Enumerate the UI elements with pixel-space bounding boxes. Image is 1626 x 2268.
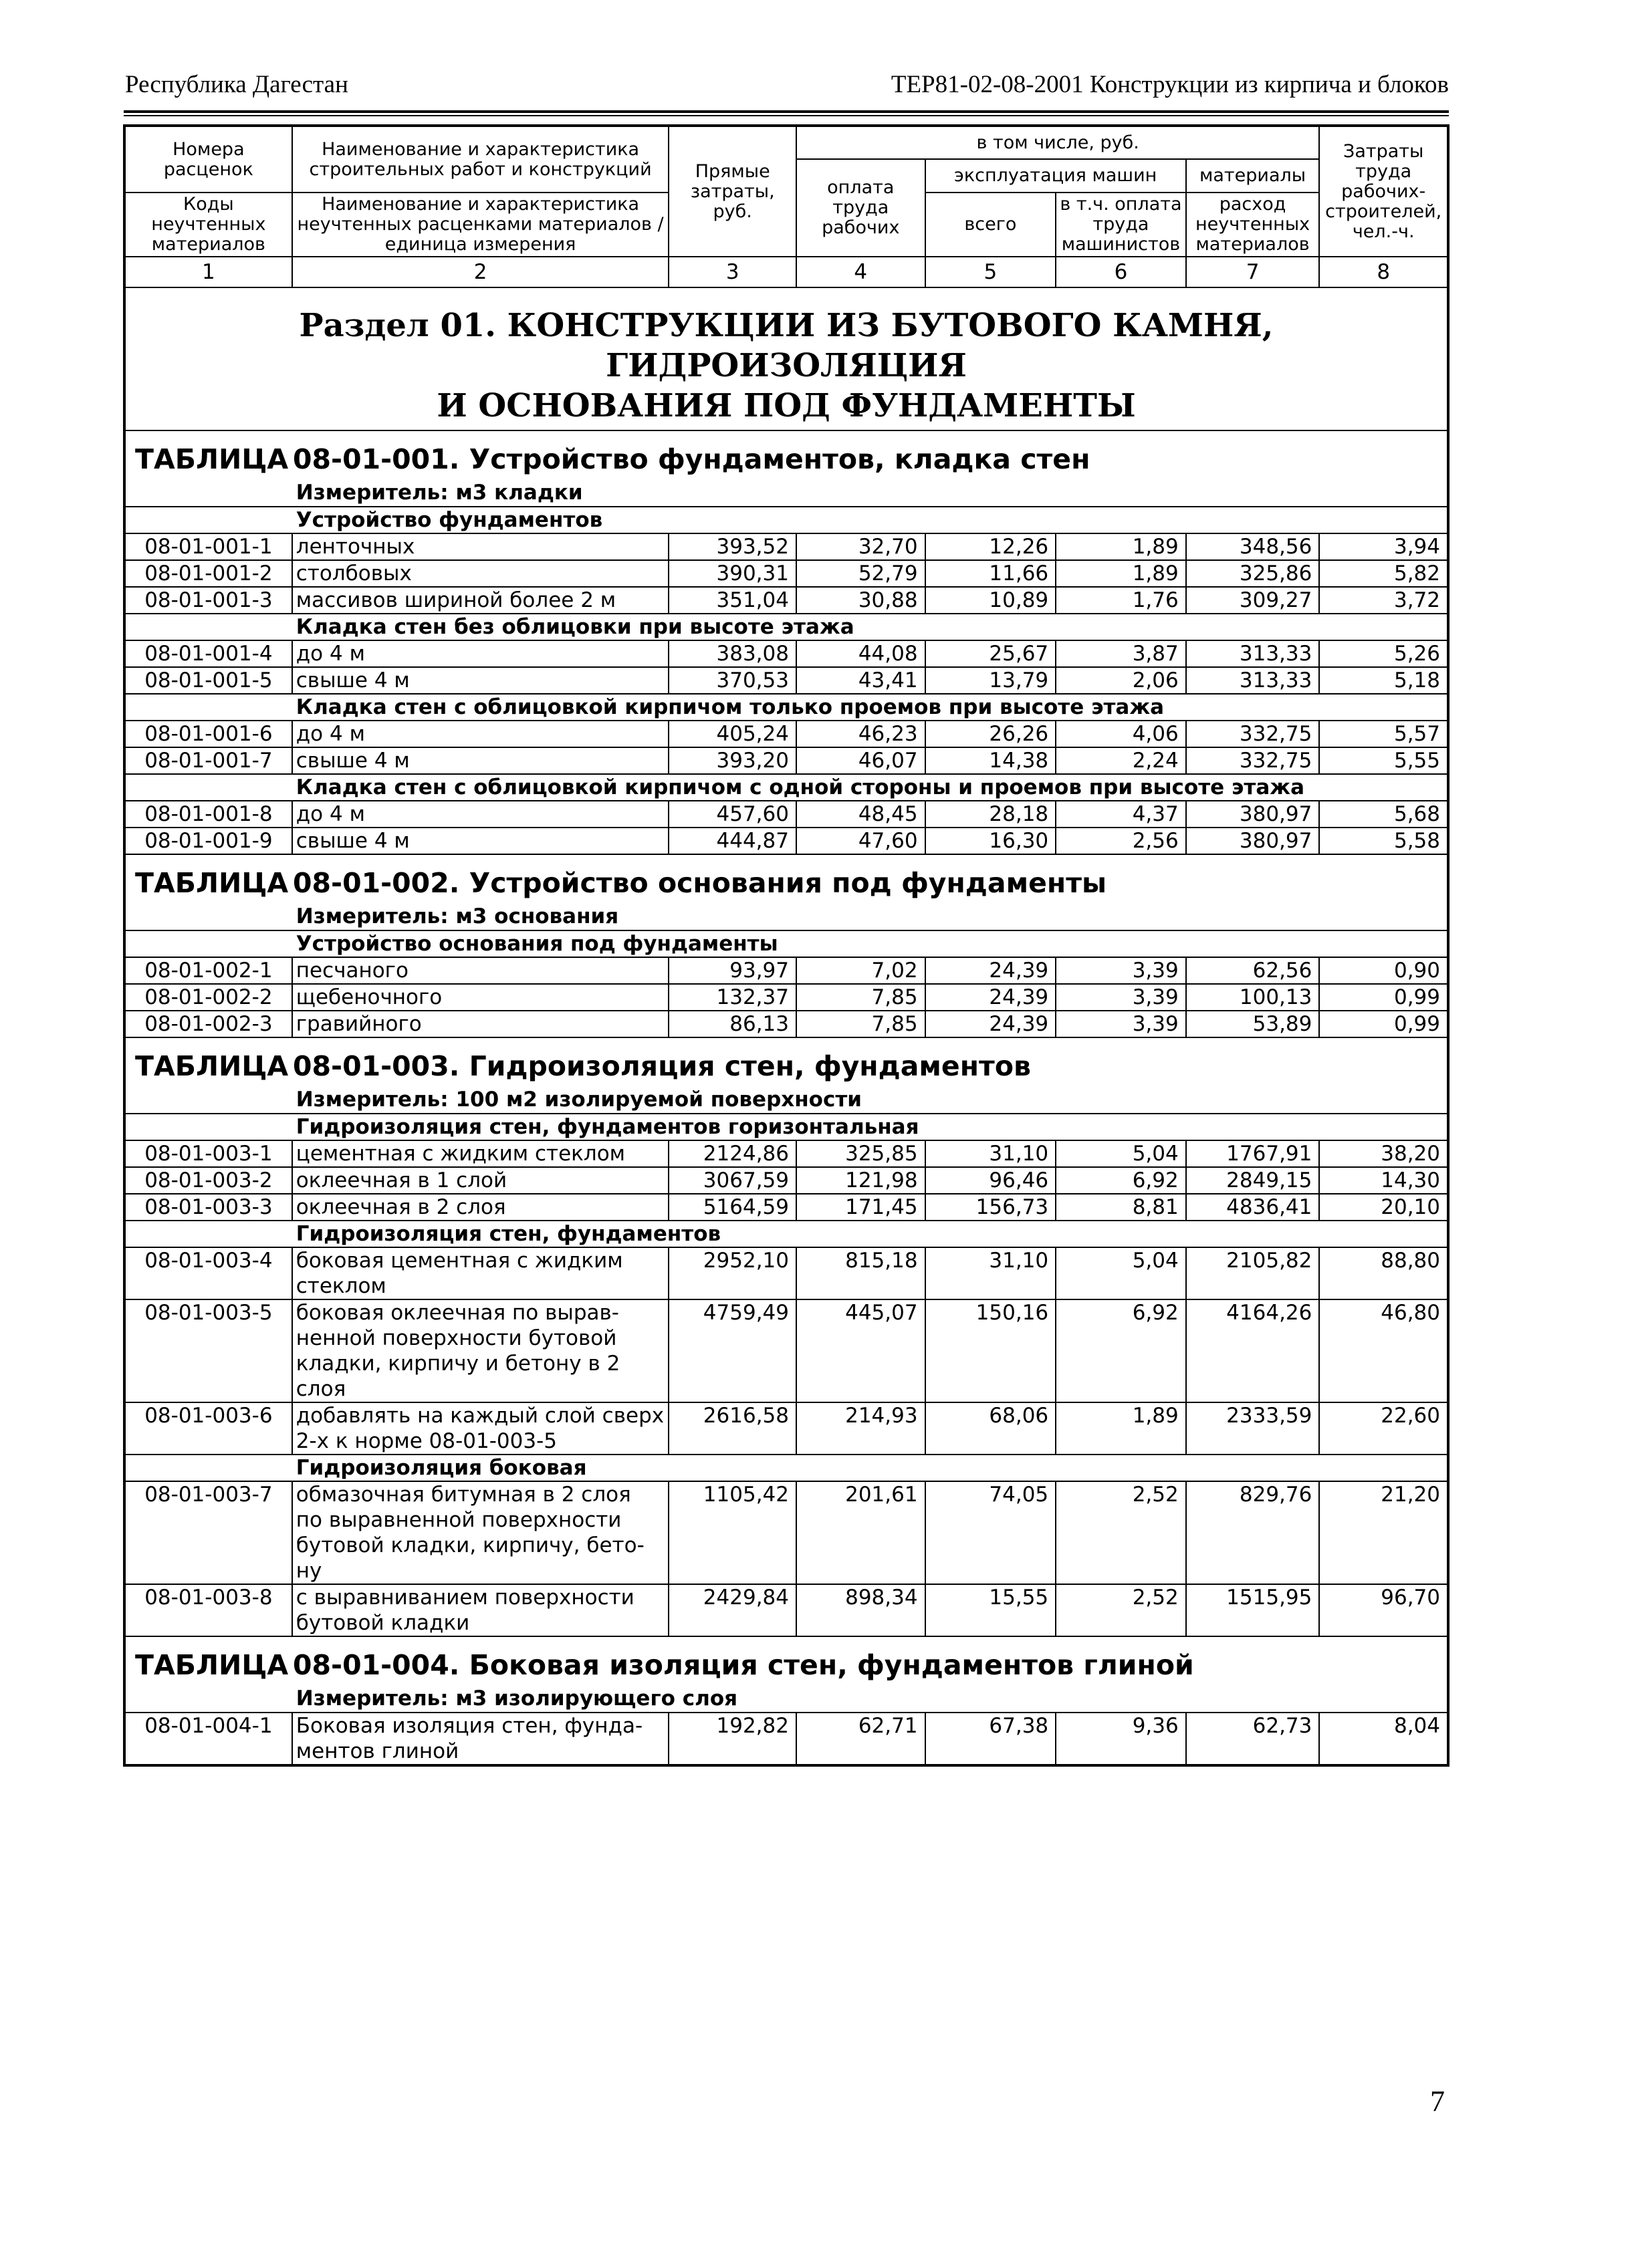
rate-code: 08-01-003-2 bbox=[124, 1167, 292, 1194]
labor-costs: 20,10 bbox=[1319, 1194, 1448, 1221]
labor-costs: 5,82 bbox=[1319, 560, 1448, 587]
materials-cost: 1515,95 bbox=[1186, 1584, 1320, 1636]
head-machine-operation: эксплуатация машин bbox=[925, 159, 1186, 193]
region-header: Республика Дагестан bbox=[125, 71, 348, 98]
table-title-text: 08-01-004. Боковая изоляция стен, фундаментов глиной bbox=[293, 1649, 1194, 1681]
direct-costs: 2952,10 bbox=[669, 1247, 796, 1299]
machine-total: 67,38 bbox=[925, 1713, 1056, 1765]
labor-costs: 46,80 bbox=[1319, 1299, 1448, 1402]
machinist-pay: 5,04 bbox=[1056, 1247, 1186, 1299]
head-materials: материалы bbox=[1186, 159, 1320, 193]
machine-total: 96,46 bbox=[925, 1167, 1056, 1194]
worker-pay: 7,02 bbox=[796, 957, 925, 984]
column-number: 7 bbox=[1186, 257, 1320, 287]
table-row bbox=[124, 721, 1448, 747]
work-name: свыше 4 м bbox=[292, 747, 669, 774]
machinist-pay: 1,89 bbox=[1056, 1402, 1186, 1455]
worker-pay: 7,85 bbox=[796, 1011, 925, 1037]
direct-costs: 86,13 bbox=[669, 1011, 796, 1037]
group-row bbox=[124, 774, 1448, 801]
measure-unit: Измеритель: 100 м2 изолируемой поверхности bbox=[292, 1086, 1448, 1114]
machine-total: 16,30 bbox=[925, 828, 1056, 854]
table-title-row bbox=[124, 854, 1448, 903]
table-title-label: ТАБЛИЦА bbox=[135, 1050, 289, 1082]
labor-costs: 5,58 bbox=[1319, 828, 1448, 854]
materials-cost: 4164,26 bbox=[1186, 1299, 1320, 1402]
column-number: 2 bbox=[292, 257, 669, 287]
machinist-pay: 3,39 bbox=[1056, 1011, 1186, 1037]
group-heading: Гидроизоляция боковая bbox=[292, 1455, 1448, 1481]
machine-total: 14,38 bbox=[925, 747, 1056, 774]
materials-cost: 380,97 bbox=[1186, 801, 1320, 828]
group-spacer bbox=[124, 614, 292, 640]
work-name: оклеечная в 2 слоя bbox=[292, 1194, 669, 1221]
column-number: 6 bbox=[1056, 257, 1186, 287]
labor-costs: 88,80 bbox=[1319, 1247, 1448, 1299]
group-heading: Кладка стен с облицовкой кирпичом с одной стороны и проемов при высоте этажа bbox=[292, 774, 1448, 801]
head-work-name: Наименование и характеристика строительных работ и конструкций bbox=[292, 126, 669, 193]
measure-unit: Измеритель: м3 основания bbox=[292, 903, 1448, 930]
rate-code: 08-01-001-4 bbox=[124, 640, 292, 667]
group-row bbox=[124, 614, 1448, 640]
materials-cost: 62,56 bbox=[1186, 957, 1320, 984]
direct-costs: 457,60 bbox=[669, 801, 796, 828]
table-row bbox=[124, 587, 1448, 614]
work-name: оклеечная в 1 слой bbox=[292, 1167, 669, 1194]
rate-code: 08-01-003-4 bbox=[124, 1247, 292, 1299]
work-name: ленточных bbox=[292, 533, 669, 560]
head-material-usage: расход неучтенных материалов bbox=[1186, 193, 1320, 257]
measure-row bbox=[124, 1685, 1448, 1713]
machinist-pay: 9,36 bbox=[1056, 1713, 1186, 1765]
column-numbers-row bbox=[124, 257, 1448, 287]
direct-costs: 2616,58 bbox=[669, 1402, 796, 1455]
table-row bbox=[124, 1299, 1448, 1402]
machinist-pay: 4,06 bbox=[1056, 721, 1186, 747]
column-number: 1 bbox=[124, 257, 292, 287]
materials-cost: 332,75 bbox=[1186, 721, 1320, 747]
worker-pay: 46,23 bbox=[796, 721, 925, 747]
machine-total: 11,66 bbox=[925, 560, 1056, 587]
materials-cost: 309,27 bbox=[1186, 587, 1320, 614]
machinist-pay: 6,92 bbox=[1056, 1299, 1186, 1402]
materials-cost: 325,86 bbox=[1186, 560, 1320, 587]
worker-pay: 325,85 bbox=[796, 1140, 925, 1167]
machine-total: 24,39 bbox=[925, 957, 1056, 984]
header-rule-thin bbox=[124, 115, 1449, 116]
measure-unit: Измеритель: м3 изолирующего слоя bbox=[292, 1685, 1448, 1713]
worker-pay: 62,71 bbox=[796, 1713, 925, 1765]
table-title-row bbox=[124, 1636, 1448, 1685]
materials-cost: 2849,15 bbox=[1186, 1167, 1320, 1194]
document-header: ТЕР81-02-08-2001 Конструкции из кирпича и блоков bbox=[891, 71, 1449, 98]
worker-pay: 445,07 bbox=[796, 1299, 925, 1402]
machine-total: 68,06 bbox=[925, 1402, 1056, 1455]
materials-cost: 332,75 bbox=[1186, 747, 1320, 774]
direct-costs: 1105,42 bbox=[669, 1481, 796, 1584]
direct-costs: 132,37 bbox=[669, 984, 796, 1011]
measure-unit: Измеритель: м3 кладки bbox=[292, 479, 1448, 507]
materials-cost: 53,89 bbox=[1186, 1011, 1320, 1037]
machine-total: 156,73 bbox=[925, 1194, 1056, 1221]
direct-costs: 393,52 bbox=[669, 533, 796, 560]
labor-costs: 0,99 bbox=[1319, 984, 1448, 1011]
table-head bbox=[124, 126, 1448, 287]
table-row bbox=[124, 1194, 1448, 1221]
work-name: с выравниванием поверхности бутовой кладки bbox=[292, 1584, 669, 1636]
table-title bbox=[124, 1636, 1448, 1685]
group-spacer bbox=[124, 930, 292, 957]
group-row bbox=[124, 694, 1448, 721]
table-row bbox=[124, 1402, 1448, 1455]
worker-pay: 171,45 bbox=[796, 1194, 925, 1221]
worker-pay: 47,60 bbox=[796, 828, 925, 854]
machine-total: 12,26 bbox=[925, 533, 1056, 560]
labor-costs: 96,70 bbox=[1319, 1584, 1448, 1636]
work-name: добавлять на каждый слой сверх 2-х к норме 08-01-003-5 bbox=[292, 1402, 669, 1455]
work-name: боковая цементная с жидким стеклом bbox=[292, 1247, 669, 1299]
measure-spacer bbox=[124, 1685, 292, 1713]
table-row bbox=[124, 747, 1448, 774]
measure-spacer bbox=[124, 1086, 292, 1114]
table-title-text: 08-01-003. Гидроизоляция стен, фундаментов bbox=[293, 1050, 1031, 1082]
direct-costs: 393,20 bbox=[669, 747, 796, 774]
machinist-pay: 4,37 bbox=[1056, 801, 1186, 828]
rate-code: 08-01-001-5 bbox=[124, 667, 292, 694]
rate-code: 08-01-001-7 bbox=[124, 747, 292, 774]
head-machinist-pay: в т.ч. оплата труда машинистов bbox=[1056, 193, 1186, 257]
work-name: свыше 4 м bbox=[292, 828, 669, 854]
machinist-pay: 6,92 bbox=[1056, 1167, 1186, 1194]
labor-costs: 3,94 bbox=[1319, 533, 1448, 560]
head-direct-costs: Прямые затраты, руб. bbox=[669, 126, 796, 257]
table-row bbox=[124, 957, 1448, 984]
group-heading: Гидроизоляция стен, фундаментов горизонтальная bbox=[292, 1114, 1448, 1140]
table-row bbox=[124, 984, 1448, 1011]
head-including: в том числе, руб. bbox=[796, 126, 1319, 159]
direct-costs: 390,31 bbox=[669, 560, 796, 587]
table-row bbox=[124, 533, 1448, 560]
head-labor-costs: Затраты труда рабочих-строителей, чел.-ч. bbox=[1319, 126, 1448, 257]
table-title bbox=[124, 854, 1448, 903]
work-name: щебеночного bbox=[292, 984, 669, 1011]
table-row bbox=[124, 667, 1448, 694]
head-machine-total: всего bbox=[925, 193, 1056, 257]
group-spacer bbox=[124, 774, 292, 801]
machine-total: 31,10 bbox=[925, 1140, 1056, 1167]
machine-total: 150,16 bbox=[925, 1299, 1056, 1402]
work-name: до 4 м bbox=[292, 801, 669, 828]
machinist-pay: 3,39 bbox=[1056, 957, 1186, 984]
labor-costs: 5,57 bbox=[1319, 721, 1448, 747]
measure-spacer bbox=[124, 479, 292, 507]
machine-total: 31,10 bbox=[925, 1247, 1056, 1299]
section-title: Раздел 01. КОНСТРУКЦИИ ИЗ БУТОВОГО КАМНЯ, ГИДРОИЗОЛЯЦИЯ И ОСНОВАНИЯ ПОД ФУНДАМЕНТЫ bbox=[124, 287, 1448, 430]
group-heading: Устройство фундаментов bbox=[292, 507, 1448, 533]
direct-costs: 383,08 bbox=[669, 640, 796, 667]
table-title-row bbox=[124, 1037, 1448, 1086]
machinist-pay: 1,89 bbox=[1056, 533, 1186, 560]
labor-costs: 0,99 bbox=[1319, 1011, 1448, 1037]
labor-costs: 21,20 bbox=[1319, 1481, 1448, 1584]
group-row bbox=[124, 1114, 1448, 1140]
labor-costs: 3,72 bbox=[1319, 587, 1448, 614]
head-material-codes: Коды неучтенных материалов bbox=[124, 193, 292, 257]
table-title-text: 08-01-002. Устройство основания под фундаменты bbox=[293, 867, 1107, 899]
header-rule bbox=[124, 110, 1449, 113]
worker-pay: 52,79 bbox=[796, 560, 925, 587]
machine-total: 24,39 bbox=[925, 1011, 1056, 1037]
materials-cost: 1767,91 bbox=[1186, 1140, 1320, 1167]
work-name: до 4 м bbox=[292, 640, 669, 667]
machinist-pay: 8,81 bbox=[1056, 1194, 1186, 1221]
work-name: боковая оклеечная по вырав- ненной поверхности бутовой кладки, кирпичу и бетону в 2 слоя bbox=[292, 1299, 669, 1402]
table-title-label: ТАБЛИЦА bbox=[135, 867, 289, 899]
table-title bbox=[124, 430, 1448, 479]
direct-costs: 5164,59 bbox=[669, 1194, 796, 1221]
direct-costs: 3067,59 bbox=[669, 1167, 796, 1194]
rate-code: 08-01-003-6 bbox=[124, 1402, 292, 1455]
rate-code: 08-01-001-9 bbox=[124, 828, 292, 854]
rate-code: 08-01-002-1 bbox=[124, 957, 292, 984]
materials-cost: 348,56 bbox=[1186, 533, 1320, 560]
group-row bbox=[124, 507, 1448, 533]
rate-code: 08-01-001-8 bbox=[124, 801, 292, 828]
rate-code: 08-01-001-1 bbox=[124, 533, 292, 560]
rate-code: 08-01-003-3 bbox=[124, 1194, 292, 1221]
head-material-name: Наименование и характеристика неучтенных расценками материалов / единица измерения bbox=[292, 193, 669, 257]
machinist-pay: 2,52 bbox=[1056, 1481, 1186, 1584]
labor-costs: 5,18 bbox=[1319, 667, 1448, 694]
table-row bbox=[124, 560, 1448, 587]
work-name: массивов шириной более 2 м bbox=[292, 587, 669, 614]
machinist-pay: 5,04 bbox=[1056, 1140, 1186, 1167]
rate-code: 08-01-004-1 bbox=[124, 1713, 292, 1765]
labor-costs: 0,90 bbox=[1319, 957, 1448, 984]
rate-code: 08-01-001-2 bbox=[124, 560, 292, 587]
rate-code: 08-01-002-3 bbox=[124, 1011, 292, 1037]
direct-costs: 4759,49 bbox=[669, 1299, 796, 1402]
work-name: до 4 м bbox=[292, 721, 669, 747]
rate-code: 08-01-003-1 bbox=[124, 1140, 292, 1167]
table-title-label: ТАБЛИЦА bbox=[135, 1649, 289, 1681]
rate-code: 08-01-002-2 bbox=[124, 984, 292, 1011]
machine-total: 28,18 bbox=[925, 801, 1056, 828]
work-name: столбовых bbox=[292, 560, 669, 587]
machinist-pay: 2,52 bbox=[1056, 1584, 1186, 1636]
machine-total: 26,26 bbox=[925, 721, 1056, 747]
machinist-pay: 1,89 bbox=[1056, 560, 1186, 587]
table-title-text: 08-01-001. Устройство фундаментов, кладка стен bbox=[293, 443, 1090, 475]
machinist-pay: 2,24 bbox=[1056, 747, 1186, 774]
column-number: 8 bbox=[1319, 257, 1448, 287]
table-row bbox=[124, 1481, 1448, 1584]
table-row bbox=[124, 1167, 1448, 1194]
rate-code: 08-01-001-3 bbox=[124, 587, 292, 614]
materials-cost: 62,73 bbox=[1186, 1713, 1320, 1765]
column-number: 3 bbox=[669, 257, 796, 287]
group-spacer bbox=[124, 507, 292, 533]
machinist-pay: 1,76 bbox=[1056, 587, 1186, 614]
work-name: песчаного bbox=[292, 957, 669, 984]
work-name: цементная с жидким стеклом bbox=[292, 1140, 669, 1167]
machinist-pay: 2,06 bbox=[1056, 667, 1186, 694]
work-name: гравийного bbox=[292, 1011, 669, 1037]
labor-costs: 38,20 bbox=[1319, 1140, 1448, 1167]
direct-costs: 405,24 bbox=[669, 721, 796, 747]
table-title-row bbox=[124, 430, 1448, 479]
column-number: 5 bbox=[925, 257, 1056, 287]
direct-costs: 444,87 bbox=[669, 828, 796, 854]
materials-cost: 4836,41 bbox=[1186, 1194, 1320, 1221]
labor-costs: 5,68 bbox=[1319, 801, 1448, 828]
rates-table bbox=[123, 124, 1449, 1767]
group-spacer bbox=[124, 694, 292, 721]
materials-cost: 313,33 bbox=[1186, 667, 1320, 694]
materials-cost: 313,33 bbox=[1186, 640, 1320, 667]
group-spacer bbox=[124, 1455, 292, 1481]
worker-pay: 44,08 bbox=[796, 640, 925, 667]
work-name: обмазочная битумная в 2 слоя по выравненной поверхности бутовой кладки, кирпичу, бето- ну bbox=[292, 1481, 669, 1584]
direct-costs: 2429,84 bbox=[669, 1584, 796, 1636]
group-heading: Кладка стен с облицовкой кирпичом только проемов при высоте этажа bbox=[292, 694, 1448, 721]
machinist-pay: 3,39 bbox=[1056, 984, 1186, 1011]
materials-cost: 829,76 bbox=[1186, 1481, 1320, 1584]
worker-pay: 30,88 bbox=[796, 587, 925, 614]
table-row bbox=[124, 1584, 1448, 1636]
head-worker-pay: оплата труда рабочих bbox=[796, 159, 925, 257]
table-row bbox=[124, 828, 1448, 854]
machine-total: 74,05 bbox=[925, 1481, 1056, 1584]
table-row bbox=[124, 1247, 1448, 1299]
group-row bbox=[124, 1221, 1448, 1247]
worker-pay: 48,45 bbox=[796, 801, 925, 828]
table-row bbox=[124, 1011, 1448, 1037]
head-rate-number: Номера расценок bbox=[124, 126, 292, 193]
measure-row bbox=[124, 479, 1448, 507]
labor-costs: 5,55 bbox=[1319, 747, 1448, 774]
labor-costs: 8,04 bbox=[1319, 1713, 1448, 1765]
worker-pay: 43,41 bbox=[796, 667, 925, 694]
rate-code: 08-01-003-8 bbox=[124, 1584, 292, 1636]
rate-code: 08-01-001-6 bbox=[124, 721, 292, 747]
rate-code: 08-01-003-5 bbox=[124, 1299, 292, 1402]
group-row bbox=[124, 1455, 1448, 1481]
measure-row bbox=[124, 903, 1448, 930]
direct-costs: 370,53 bbox=[669, 667, 796, 694]
work-name: свыше 4 м bbox=[292, 667, 669, 694]
worker-pay: 32,70 bbox=[796, 533, 925, 560]
group-heading: Устройство основания под фундаменты bbox=[292, 930, 1448, 957]
labor-costs: 14,30 bbox=[1319, 1167, 1448, 1194]
machine-total: 25,67 bbox=[925, 640, 1056, 667]
materials-cost: 100,13 bbox=[1186, 984, 1320, 1011]
machine-total: 15,55 bbox=[925, 1584, 1056, 1636]
worker-pay: 7,85 bbox=[796, 984, 925, 1011]
machine-total: 13,79 bbox=[925, 667, 1056, 694]
group-heading: Гидроизоляция стен, фундаментов bbox=[292, 1221, 1448, 1247]
direct-costs: 192,82 bbox=[669, 1713, 796, 1765]
materials-cost: 2333,59 bbox=[1186, 1402, 1320, 1455]
column-number: 4 bbox=[796, 257, 925, 287]
group-spacer bbox=[124, 1221, 292, 1247]
table-row bbox=[124, 640, 1448, 667]
measure-row bbox=[124, 1086, 1448, 1114]
direct-costs: 2124,86 bbox=[669, 1140, 796, 1167]
table-row bbox=[124, 1140, 1448, 1167]
materials-cost: 380,97 bbox=[1186, 828, 1320, 854]
group-heading: Кладка стен без облицовки при высоте этажа bbox=[292, 614, 1448, 640]
machine-total: 10,89 bbox=[925, 587, 1056, 614]
measure-spacer bbox=[124, 903, 292, 930]
worker-pay: 201,61 bbox=[796, 1481, 925, 1584]
materials-cost: 2105,82 bbox=[1186, 1247, 1320, 1299]
table-row bbox=[124, 1713, 1448, 1765]
group-spacer bbox=[124, 1114, 292, 1140]
work-name: Боковая изоляция стен, фунда- ментов глиной bbox=[292, 1713, 669, 1765]
labor-costs: 22,60 bbox=[1319, 1402, 1448, 1455]
rate-code: 08-01-003-7 bbox=[124, 1481, 292, 1584]
labor-costs: 5,26 bbox=[1319, 640, 1448, 667]
worker-pay: 46,07 bbox=[796, 747, 925, 774]
worker-pay: 214,93 bbox=[796, 1402, 925, 1455]
machinist-pay: 3,87 bbox=[1056, 640, 1186, 667]
table-title-label: ТАБЛИЦА bbox=[135, 443, 289, 475]
page-number: 7 bbox=[1430, 2085, 1445, 2118]
group-row bbox=[124, 930, 1448, 957]
machinist-pay: 2,56 bbox=[1056, 828, 1186, 854]
worker-pay: 121,98 bbox=[796, 1167, 925, 1194]
direct-costs: 351,04 bbox=[669, 587, 796, 614]
table-row bbox=[124, 801, 1448, 828]
table-body bbox=[124, 287, 1448, 1765]
worker-pay: 898,34 bbox=[796, 1584, 925, 1636]
worker-pay: 815,18 bbox=[796, 1247, 925, 1299]
direct-costs: 93,97 bbox=[669, 957, 796, 984]
table-title bbox=[124, 1037, 1448, 1086]
machine-total: 24,39 bbox=[925, 984, 1056, 1011]
